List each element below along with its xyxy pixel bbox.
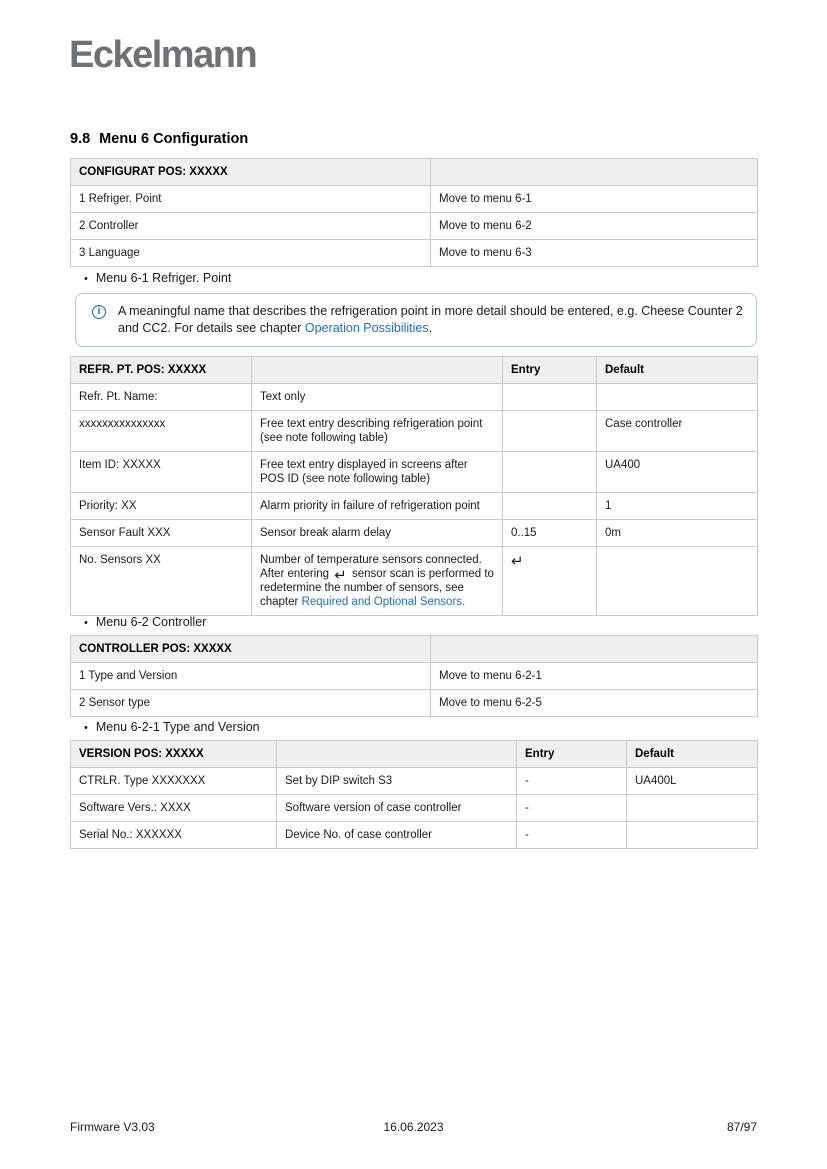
footer-firmware-version: Firmware V3.03 xyxy=(70,1120,155,1134)
desc-cell: Alarm priority in failure of refrigeration point xyxy=(252,493,503,520)
default-cell: 0m xyxy=(597,520,758,547)
bullet-label: Menu 6-2-1 Type and Version xyxy=(95,720,260,734)
table-header-row xyxy=(71,357,758,384)
param-cell: No. Sensors XX xyxy=(71,547,252,616)
desc-cell: Sensor break alarm delay xyxy=(252,520,503,547)
default-cell: UA400 xyxy=(597,452,758,493)
desc-cell: Number of temperature sensors connected. After entering ↵ sensor scan is performed to redetermine the number of sensors, see chapter Required and Optional Sensors. xyxy=(252,547,503,616)
table-row xyxy=(71,213,758,240)
enter-key-icon: ↵ xyxy=(511,552,524,570)
entry-cell: - xyxy=(517,822,627,849)
desc-cell: Device No. of case controller xyxy=(277,822,517,849)
note-text: A meaningful name that describes the refrigeration point in more detail should be entered, e.g. Cheese Counter 2 and CC2. For details see chapter Operation Possibilities. xyxy=(118,304,743,335)
company-logo: Eckelmann xyxy=(69,34,257,76)
menu-action-cell: Move to menu 6-2 xyxy=(431,213,758,240)
required-optional-sensors-link[interactable]: Required and Optional Sensors xyxy=(301,596,463,608)
entry-cell xyxy=(503,384,597,411)
info-icon: i xyxy=(92,305,106,319)
refr-header-cell: REFR. PT. POS: XXXXX xyxy=(71,357,252,384)
menu-action-cell: Move to menu 6-3 xyxy=(431,240,758,267)
table-row xyxy=(71,520,758,547)
bullet-icon: • xyxy=(84,722,88,734)
param-cell: Sensor Fault XXX xyxy=(71,520,252,547)
bullet-label: Menu 6-1 Refriger. Point xyxy=(95,271,232,285)
entry-header-cell: Entry xyxy=(517,741,627,768)
menu-item-cell: 1 Refriger. Point xyxy=(71,186,431,213)
info-note-box xyxy=(75,293,757,347)
default-header-cell: Default xyxy=(627,741,758,768)
table-row xyxy=(71,411,758,452)
desc-cell: Software version of case controller xyxy=(277,795,517,822)
controller-header-cell: CONTROLLER POS: XXXXX xyxy=(71,636,431,663)
entry-header-cell: Entry xyxy=(503,357,597,384)
table-row xyxy=(71,690,758,717)
menu-item-cell: 2 Controller xyxy=(71,213,431,240)
bullet-icon: • xyxy=(84,617,88,629)
version-table xyxy=(70,740,758,849)
bullet-label: Menu 6-2 Controller xyxy=(95,615,207,629)
table-row xyxy=(71,547,758,616)
footer-date: 16.06.2023 xyxy=(383,1120,444,1134)
table-header-row xyxy=(71,636,758,663)
table-row xyxy=(71,186,758,213)
menu-action-cell: Move to menu 6-2-5 xyxy=(431,690,758,717)
param-cell: Priority: XX xyxy=(71,493,252,520)
param-cell: Refr. Pt. Name: xyxy=(71,384,252,411)
menu-action-cell: Move to menu 6-2-1 xyxy=(431,663,758,690)
controller-table xyxy=(70,635,758,717)
entry-cell: 0..15 xyxy=(503,520,597,547)
table-row xyxy=(71,384,758,411)
default-cell xyxy=(597,384,758,411)
param-cell: Serial No.: XXXXXX xyxy=(71,822,277,849)
entry-cell xyxy=(503,411,597,452)
desc-cell: Free text entry describing refrigeration point (see note following table) xyxy=(252,411,503,452)
menu-item-cell: 2 Sensor type xyxy=(71,690,431,717)
table-row xyxy=(71,768,758,795)
entry-cell xyxy=(503,547,597,616)
default-cell: 1 xyxy=(597,493,758,520)
menu-item-cell: 3 Language xyxy=(71,240,431,267)
entry-cell xyxy=(503,493,597,520)
bullet-menu-6-2 xyxy=(84,615,206,629)
param-cell: Item ID: XXXXX xyxy=(71,452,252,493)
section-number: 9.8 xyxy=(70,131,91,147)
table-row xyxy=(71,795,758,822)
entry-cell: - xyxy=(517,795,627,822)
table-row xyxy=(71,822,758,849)
table-row xyxy=(71,240,758,267)
bullet-menu-6-1 xyxy=(84,271,231,285)
default-cell: Case controller xyxy=(597,411,758,452)
entry-cell: - xyxy=(517,768,627,795)
configurat-table xyxy=(70,158,758,267)
refr-pt-table xyxy=(70,356,758,616)
menu-action-cell: Move to menu 6-1 xyxy=(431,186,758,213)
default-cell xyxy=(627,822,758,849)
page-footer xyxy=(70,1120,757,1134)
table-header-row xyxy=(71,159,758,186)
default-header-cell: Default xyxy=(597,357,758,384)
configurat-header-cell: CONFIGURAT POS: XXXXX xyxy=(71,159,431,186)
table-row xyxy=(71,663,758,690)
default-cell: UA400L xyxy=(627,768,758,795)
desc-cell: Free text entry displayed in screens after POS ID (see note following table) xyxy=(252,452,503,493)
bullet-icon: • xyxy=(84,273,88,285)
section-title: Menu 6 Configuration xyxy=(99,131,249,147)
desc-cell: Text only xyxy=(252,384,503,411)
menu-item-cell: 1 Type and Version xyxy=(71,663,431,690)
version-header-cell: VERSION POS: XXXXX xyxy=(71,741,277,768)
section-heading xyxy=(70,131,248,147)
default-cell xyxy=(597,547,758,616)
param-cell: CTRLR. Type XXXXXXX xyxy=(71,768,277,795)
table-row xyxy=(71,493,758,520)
default-cell xyxy=(627,795,758,822)
footer-page-number: 87/97 xyxy=(726,1120,757,1134)
entry-cell xyxy=(503,452,597,493)
param-cell: Software Vers.: XXXX xyxy=(71,795,277,822)
operation-possibilities-link[interactable]: Operation Possibilities xyxy=(304,321,429,335)
table-header-row xyxy=(71,741,758,768)
desc-cell: Set by DIP switch S3 xyxy=(277,768,517,795)
enter-key-icon: ↵ xyxy=(334,566,347,584)
param-cell: xxxxxxxxxxxxxxx xyxy=(71,411,252,452)
table-row xyxy=(71,452,758,493)
bullet-menu-6-2-1 xyxy=(84,720,260,734)
